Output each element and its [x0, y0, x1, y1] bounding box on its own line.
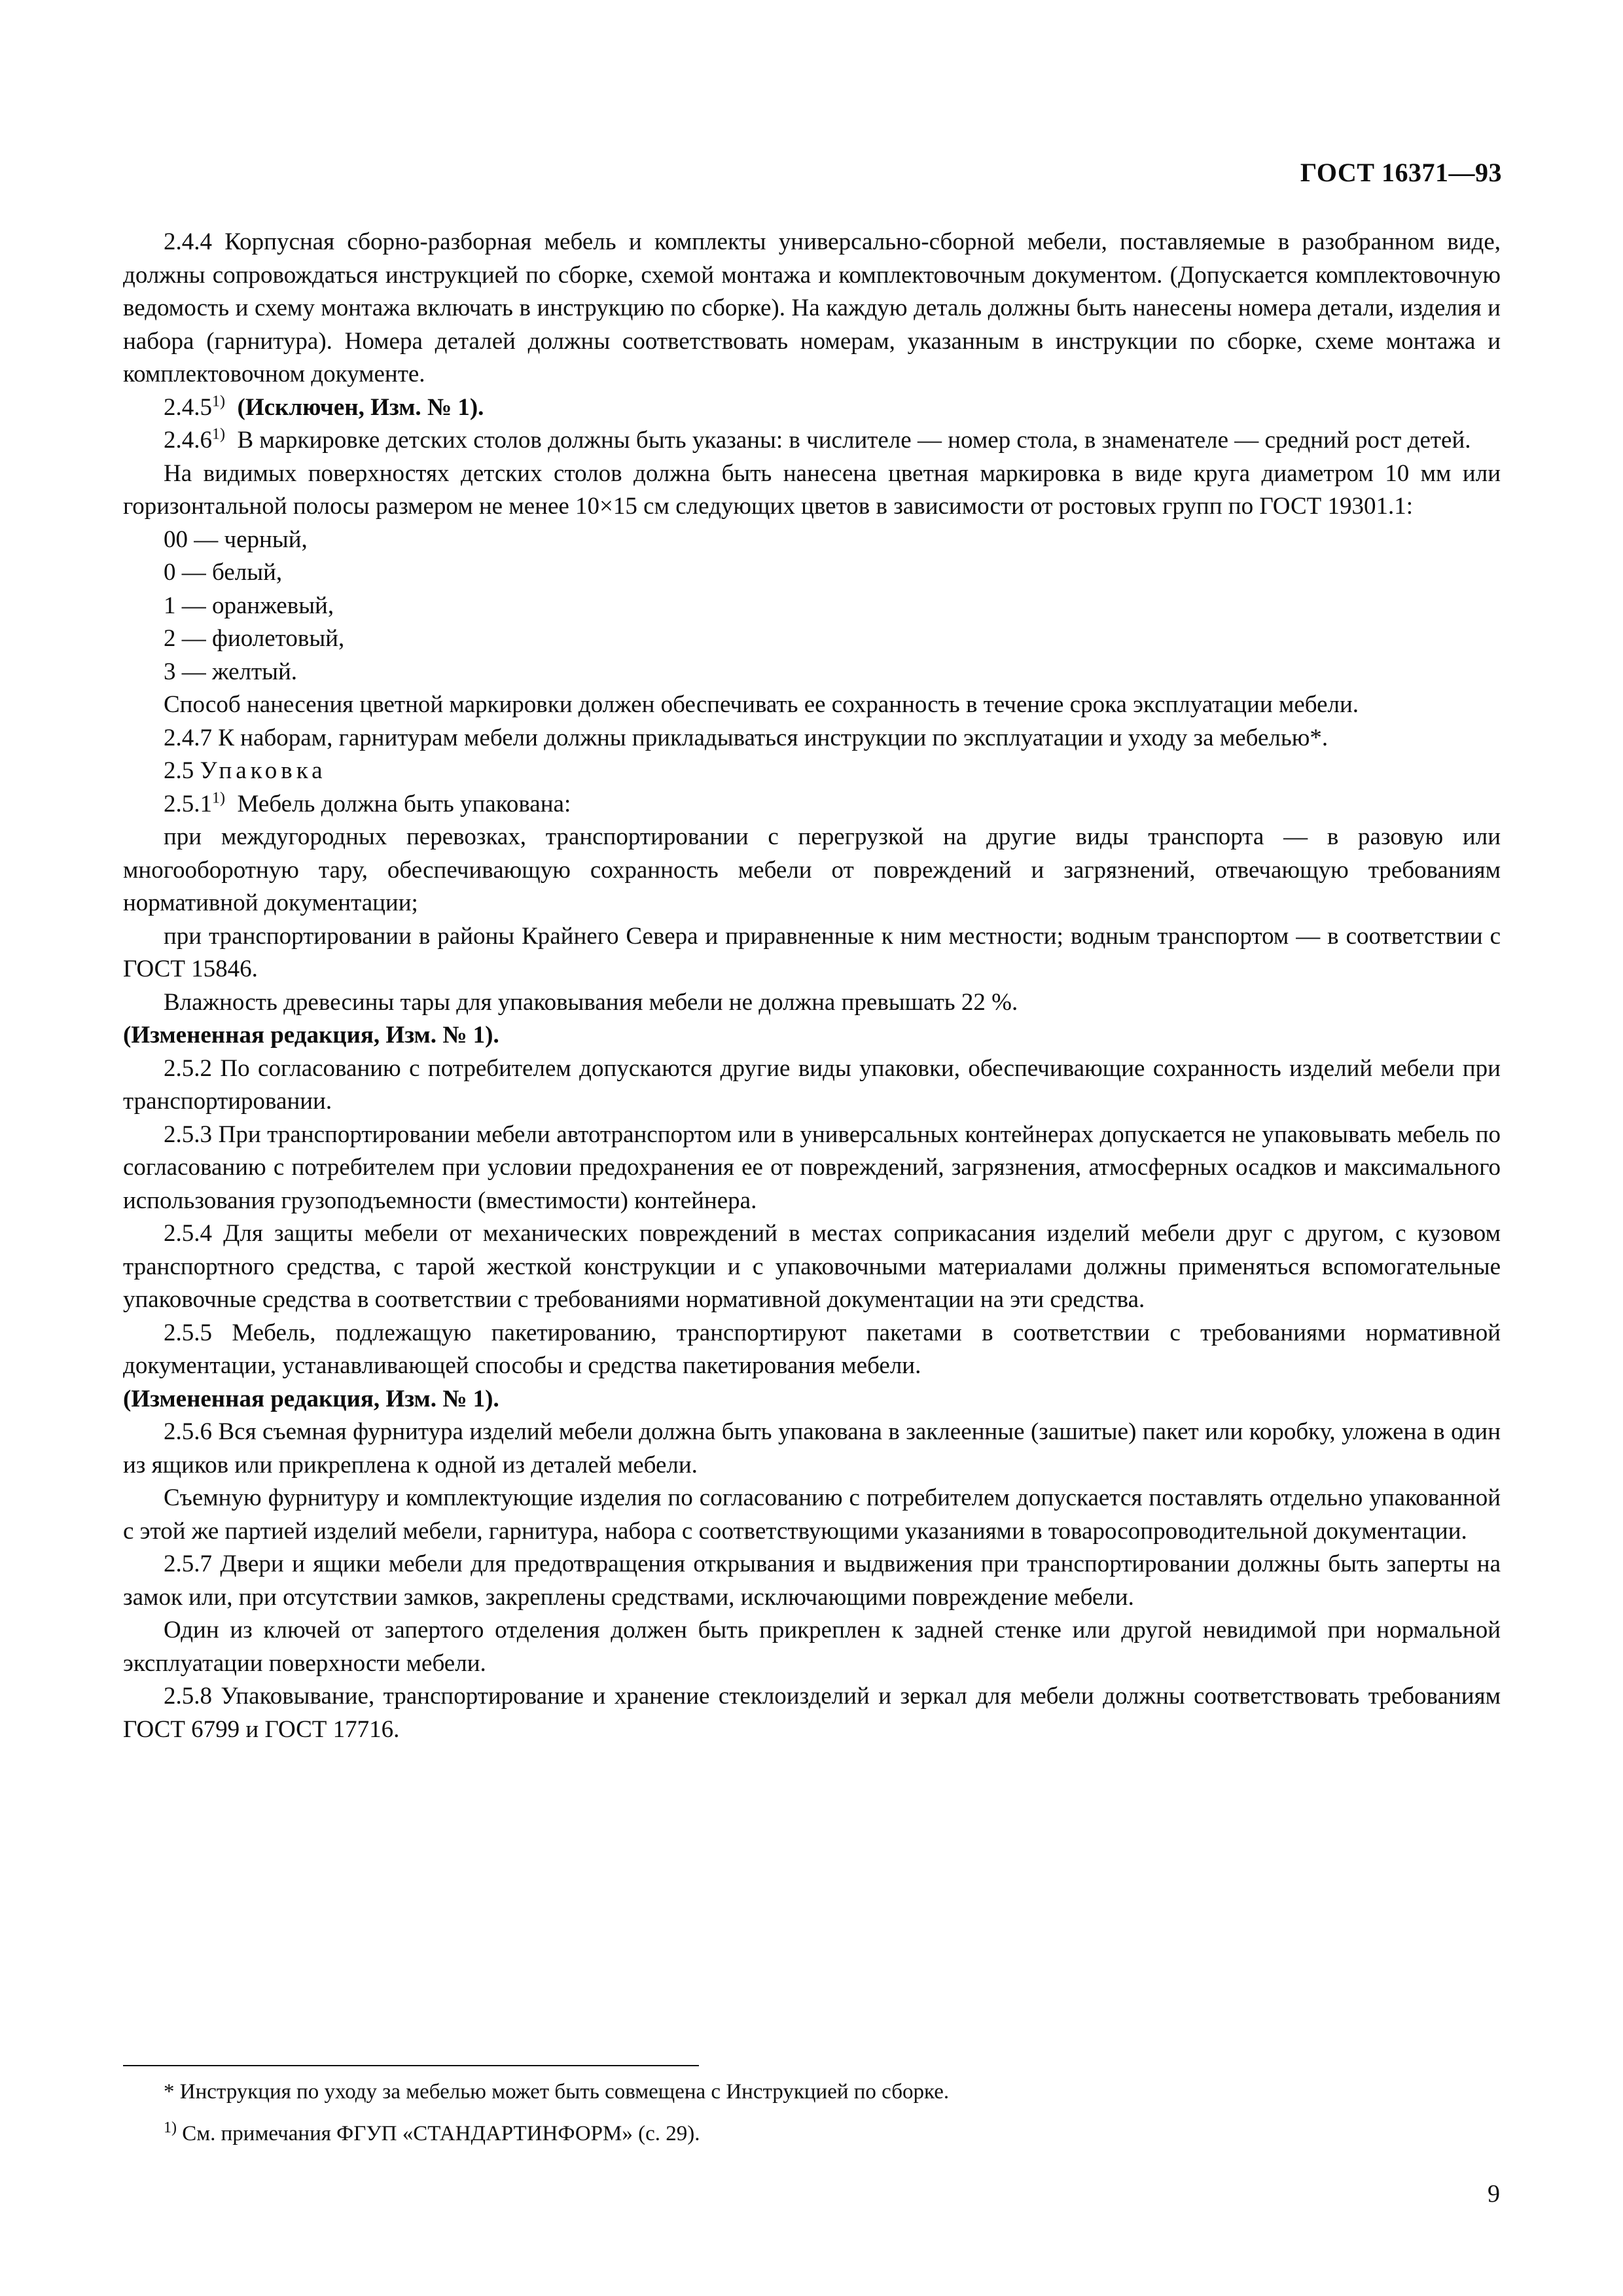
color-list-item-1: 1 — оранжевый, [164, 592, 334, 619]
clause-number-2-4-6: 2.4.6 [164, 427, 212, 454]
color-list-item-0: 0 — белый, [164, 559, 283, 586]
clause-number-2-4-5: 2.4.5 [164, 393, 212, 421]
paragraph-2-4-7: 2.4.7 К наборам, гарнитурам мебели должны прикладываться инструкции по эксплуатации и уходу за мебелью*. [164, 724, 1329, 751]
paragraph-2-5-1-item-a: при междугородных перевозках, транспортировании с перегрузкой на другие виды транспорта — в разовую или многооборотную тару, обеспечивающую сохранность мебели от повреждений и загрязнений, отвечающую требованиям нормативной документации; [123, 823, 1501, 916]
paragraph-marking: На видимых поверхностях детских столов должна быть нанесена цветная маркировка в виде круга диаметром 10 мм или горизонтальной полосы размером не менее 10×15 см следующих цветов в зависимости от ростовых групп по ГОСТ 19301.1: [123, 459, 1501, 520]
section-title-2-5: Упаковка [200, 757, 327, 784]
clause-number-2-5-1: 2.5.1 [164, 790, 212, 817]
color-list-item-3: 3 — желтый. [164, 658, 298, 685]
paragraph-marking-durability: Способ нанесения цветной маркировки должен обеспечивать ее сохранность в течение срока эксплуатации мебели. [164, 691, 1359, 718]
page-header-standard-number: ГОСТ 16371—93 [1300, 158, 1502, 187]
paragraph-2-4-4: 2.4.4 Корпусная сборно-разборная мебель и комплекты универсально-сборной мебели, поставляемые в разобранном виде, должны сопровождаться инструкцией по сборке, схемой монтажа и комплектовочным документом. (Допускается комплектовочную ведомость и схему монтажа включать в инструкцию по сборке). На каждую деталь должны быть нанесены номера детали, изделия и набора (гарнитура). Номера деталей должны соответствовать номерам, указанным в инструкции по сборке, схеме монтажа и комплектовочном документе. [123, 228, 1501, 387]
paragraph-2-5-2: 2.5.2 По согласованию с потребителем допускаются другие виды упаковки, обеспечивающие сохранность изделий мебели при транспортировании. [123, 1054, 1501, 1115]
footnotes-block [123, 2065, 1501, 2149]
clause-2-5-1-text: Мебель должна быть упакована: [237, 790, 571, 817]
paragraph-2-5-5: 2.5.5 Мебель, подлежащую пакетированию, транспортируют пакетами в соответствии с требованиями нормативной документации, устанавливающей способы и средства пакетирования мебели. [123, 1319, 1501, 1379]
revision-note-1: (Измененная редакция, Изм. № 1). [123, 1022, 499, 1049]
paragraph-2-5-3: 2.5.3 При транспортировании мебели автотранспортом или в универсальных контейнерах допускается не упаковывать мебель по согласованию с потребителем при условии предохранения ее от повреждений, загрязнения, атмосферных осадков и максимального использования грузоподъемности (вместимости) контейнера. [123, 1121, 1501, 1214]
section-heading-2-5 [123, 755, 1501, 788]
paragraph-2-5-6: 2.5.6 Вся съемная фурнитура изделий мебели должна быть упакована в заклеенные (зашитые) пакет или коробку, уложена в один из ящиков или прикреплена к одной из деталей мебели. [123, 1418, 1501, 1479]
paragraph-2-5-7: 2.5.7 Двери и ящики мебели для предотвращения открывания и выдвижения при транспортировании должны быть заперты на замок или, при отсутствии замков, закреплены средствами, исключающими повреждение мебели. [123, 1551, 1501, 1611]
paragraph-2-5-7-b: Один из ключей от запертого отделения должен быть прикреплен к задней стенке или другой невидимой при нормальной эксплуатации поверхности мебели. [123, 1617, 1501, 1677]
paragraph-humidity: Влажность древесины тары для упаковывания мебели не должна превышать 22 %. [164, 988, 1018, 1016]
footnote-star: * Инструкция по уходу за мебелью может быть совмещена с Инструкцией по сборке. [164, 2080, 950, 2104]
page-number: 9 [1488, 2180, 1500, 2208]
footnote-one [123, 2119, 1501, 2149]
footnote-one-text: См. примечания ФГУП «СТАНДАРТИНФОРМ» (с. 29). [182, 2122, 700, 2145]
footnote-ref-1: 1) [212, 393, 225, 410]
paragraph-2-5-8: 2.5.8 Упаковывание, транспортирование и хранение стеклоизделий и зеркал для мебели должны соответствовать требованиям ГОСТ 6799 и ГОСТ 17716. [123, 1683, 1501, 1743]
clause-2-4-5-text: (Исключен, Изм. № 1). [237, 393, 484, 421]
color-list-item-2: 2 — фиолетовый, [164, 625, 345, 652]
paragraph-2-4-5 [123, 391, 1501, 425]
paragraph-2-5-1-item-b: при транспортировании в районы Крайнего Севера и приравненные к ним местности; водным транспортом — в соответствии с ГОСТ 15846. [123, 922, 1501, 982]
paragraph-2-4-6 [123, 424, 1501, 457]
footnote-ref-1b: 1) [212, 425, 225, 443]
footnote-separator-rule [123, 2065, 699, 2066]
paragraph-2-5-4: 2.5.4 Для защиты мебели от механических повреждений в местах соприкасания изделий мебели друг с другом, с кузовом транспортного средства, с тарой жесткой конструкции и с упаковочными материалами должны применяться вспомогательные упаковочные средства в соответствии с требованиями нормативной документации на эти средства. [123, 1220, 1501, 1313]
footnote-marker-1: 1) [164, 2119, 177, 2136]
document-body [123, 226, 1501, 1746]
section-number-2-5: 2.5 [164, 757, 194, 784]
clause-2-4-6-text: В маркировке детских столов должны быть указаны: в числителе — номер стола, в знаменателе — средний рост детей. [237, 427, 1471, 454]
revision-note-2: (Измененная редакция, Изм. № 1). [123, 1385, 499, 1412]
color-list-item-00: 00 — черный, [164, 526, 308, 553]
paragraph-2-5-6-b: Съемную фурнитуру и комплектующие изделия по согласованию с потребителем допускается поставлять отдельно упакованной с этой же партией изделий мебели, гарнитура, набора с соответствующими указаниями в товаросопроводительной документации. [123, 1484, 1501, 1545]
footnote-ref-1c: 1) [212, 789, 225, 807]
paragraph-2-5-1 [123, 788, 1501, 821]
